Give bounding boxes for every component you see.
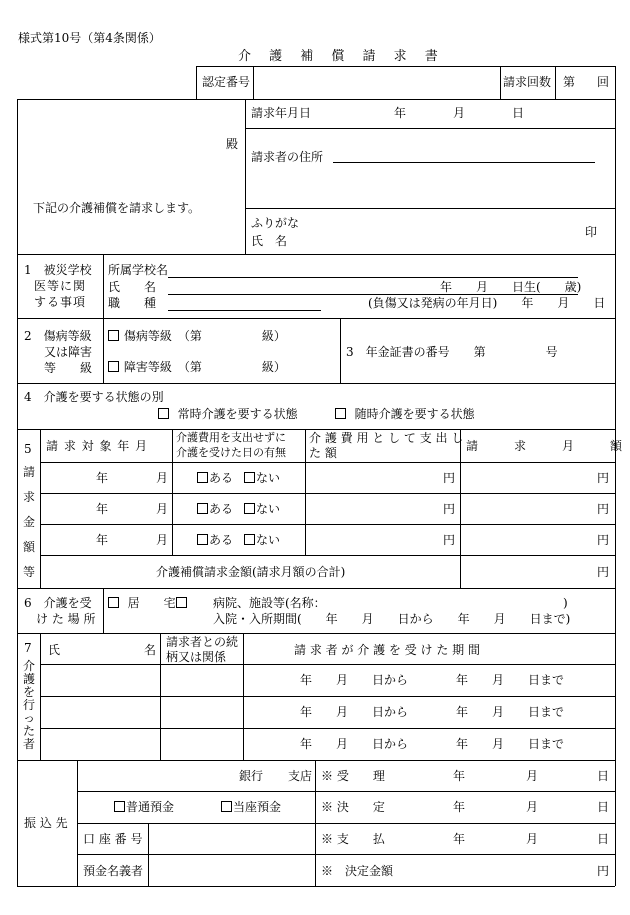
s1-job-label: 職 種 [108,296,157,310]
s1-name-label: 氏 名 [108,280,157,294]
holder-label: 預金名義者 [83,864,144,878]
s5-col2a: 介護費用を支出せずに [176,431,286,444]
receipt-month: 月 [526,769,539,783]
s7-name-a: 氏 [48,643,61,657]
seikyu-kai: 回 [597,75,610,89]
s4-opt1[interactable]: 常時介護を要する状態 [158,408,298,420]
decision-year: 年 [453,800,466,814]
s1-label-3: する事項 [34,295,87,309]
s2-label-1: 2 傷病等級 [24,329,92,343]
decision-day: 日 [597,800,610,814]
s1-injury-date: (負傷又は発病の年月日) 年 月 日 [368,296,606,310]
s7-label-0: 7 [24,641,32,655]
furigana-label: ふりがな [251,216,300,230]
s7-label-1: 介 [23,659,36,673]
s5-total-label: 介護補償請求金額(請求月額の合計) [156,565,346,579]
s6-label-1: 6 介護を受 [24,596,92,610]
decision-month: 月 [526,800,539,814]
s5-r3-yen2: 円 [597,533,610,547]
s2-label-3: 等 級 [44,361,93,375]
s5-col3b: た 額 [309,446,337,460]
toza-checkbox[interactable] [221,801,232,812]
s6-home-checkbox[interactable] [108,597,119,608]
s1-job-field[interactable] [168,310,321,311]
dono: 殿 [226,137,239,151]
payment-day: 日 [597,832,610,846]
s5-r1-aru[interactable]: ある [197,472,233,484]
form-title: 介 護 補 償 請 求 書 [238,49,445,64]
nintei-field[interactable] [256,68,498,98]
s5-r2-month: 月 [156,502,169,516]
nintei-label: 認定番号 [202,75,251,89]
s1-school-label: 所属学校名 [108,263,169,277]
s5-r1-aru-checkbox[interactable] [197,472,208,483]
name-label: 氏 名 [251,234,288,248]
s4-label: 4 介護を要する状態の別 [24,390,164,404]
s5-r3-year: 年 [96,533,109,547]
bank-futsu[interactable]: 普通預金 [114,801,174,813]
s2-row2[interactable]: 障害等級 （第 級） [108,361,286,373]
s7-rel-b: 柄又は関係 [166,650,227,664]
s4-opt1-checkbox[interactable] [158,408,169,419]
s7-period-header: 請 求 者 が 介 護 を 受 け た 期 間 [294,643,480,657]
form-id: 様式第10号（第4条関係） [18,31,161,45]
seal-mark: 印 [585,225,598,239]
s5-r3-month: 月 [156,533,169,547]
s7-label-5: っ [23,711,36,725]
s5-r3-yen1: 円 [443,533,456,547]
s6-label-2: け た 場 所 [36,612,96,626]
s7-label-4: 行 [23,698,36,712]
s5-r2-nai-checkbox[interactable] [244,503,255,514]
account-no-label: 口 座 番 号 [83,832,143,846]
amount-label: ※ 決定金額 [321,864,394,878]
s5-r2-yen1: 円 [443,502,456,516]
s6-close-paren: ) [563,596,568,610]
receipt-label: ※ 受 理 [321,769,385,783]
s5-col3a: 介 護 費 用 と し て 支 出 し [309,431,464,445]
s5-label-0: 5 [24,442,32,456]
s4-opt2-checkbox[interactable] [335,408,346,419]
date-day: 日 [512,106,525,120]
s5-r2-yen2: 円 [597,502,610,516]
date-label: 請求年月日 [251,106,312,120]
s5-r1-year: 年 [96,471,109,485]
s7-row2-period: 年 月 日から 年 月 日まで [300,705,565,719]
s5-label-1: 請 [23,465,36,479]
s1-name-field[interactable] [168,294,578,295]
s7-rel-a: 請求者との続 [166,635,239,649]
s5-r2-aru[interactable]: ある [197,503,233,515]
receipt-year: 年 [453,769,466,783]
s7-row3-period: 年 月 日から 年 月 日まで [300,737,565,751]
s2-row1[interactable]: 傷病等級 （第 級） [108,330,286,342]
s5-label-4: 額 [23,540,36,554]
futsu-checkbox[interactable] [114,801,125,812]
address-label: 請求者の住所 [251,150,324,164]
s5-r2-year: 年 [96,502,109,516]
s5-label-2: 求 [23,490,36,504]
receipt-day: 日 [597,769,610,783]
s5-r3-aru[interactable]: ある [197,534,233,546]
s7-label-7: 者 [23,737,36,751]
amount-yen: 円 [597,864,610,878]
bank-label: 振 込 先 [24,816,68,830]
s7-row1-period: 年 月 日から 年 月 日まで [300,673,565,687]
s7-name-b: 名 [144,643,157,657]
s2-shobyo-checkbox[interactable] [108,330,119,341]
bank-toza[interactable]: 当座預金 [221,801,281,813]
payment-year: 年 [453,832,466,846]
s5-r1-yen1: 円 [443,471,456,485]
s5-r1-yen2: 円 [597,471,610,485]
s2-shogai-checkbox[interactable] [108,361,119,372]
s5-col4: 請 求 月 額 [466,439,623,453]
date-month: 月 [453,106,466,120]
s1-label-2: 医等に関 [34,279,87,293]
statement: 下記の介護補償を請求します。 [33,201,201,215]
s5-r1-nai-checkbox[interactable] [244,472,255,483]
s7-label-3: を [23,685,36,699]
s6-period: 入院・入所期間( 年 月 日から 年 月 日まで) [213,612,571,626]
s5-col1: 請 求 対 象 年 月 [46,439,149,453]
s5-r1-month: 月 [156,471,169,485]
s5-r2-aru-checkbox[interactable] [197,503,208,514]
seikyu-dai: 第 [563,75,576,89]
s5-r3-aru-checkbox[interactable] [197,534,208,545]
s6-hospital-checkbox[interactable] [176,597,187,608]
s5-label-3: 金 [23,515,36,529]
s6-hospital: 病院、施設等(名称： [213,596,326,610]
s1-birth: 年 月 日生( 歳) [440,280,582,294]
s1-school-field[interactable] [168,277,578,278]
bank-name: 銀行 [239,769,264,783]
payment-month: 月 [526,832,539,846]
s1-label-1: 1 被災学校 [24,263,92,277]
date-year: 年 [394,106,407,120]
decision-label: ※ 決 定 [321,800,385,814]
s5-r1-nai[interactable]: ない [244,472,280,484]
s7-label-2: 護 [23,672,36,686]
s5-col2b: 介護を受けた日の有無 [176,446,286,459]
s7-label-6: た [23,724,36,738]
s4-opt2[interactable]: 随時介護を要する状態 [335,408,475,420]
address-field[interactable] [333,162,595,163]
bank-branch: 支店 [288,769,313,783]
s5-label-5: 等 [23,565,36,579]
s5-total-yen: 円 [597,565,610,579]
s5-r2-nai[interactable]: ない [244,503,280,515]
pension-no: 3 年金証書の番号 第 号 [346,345,558,359]
payment-label: ※ 支 払 [321,832,385,846]
seikyu-kaisu-label: 請求回数 [503,75,552,89]
s2-label-2: 又は障害 [44,345,93,359]
s5-r3-nai-checkbox[interactable] [244,534,255,545]
s6-home[interactable]: 居 宅 [108,597,188,609]
s5-r3-nai[interactable]: ない [244,534,280,546]
